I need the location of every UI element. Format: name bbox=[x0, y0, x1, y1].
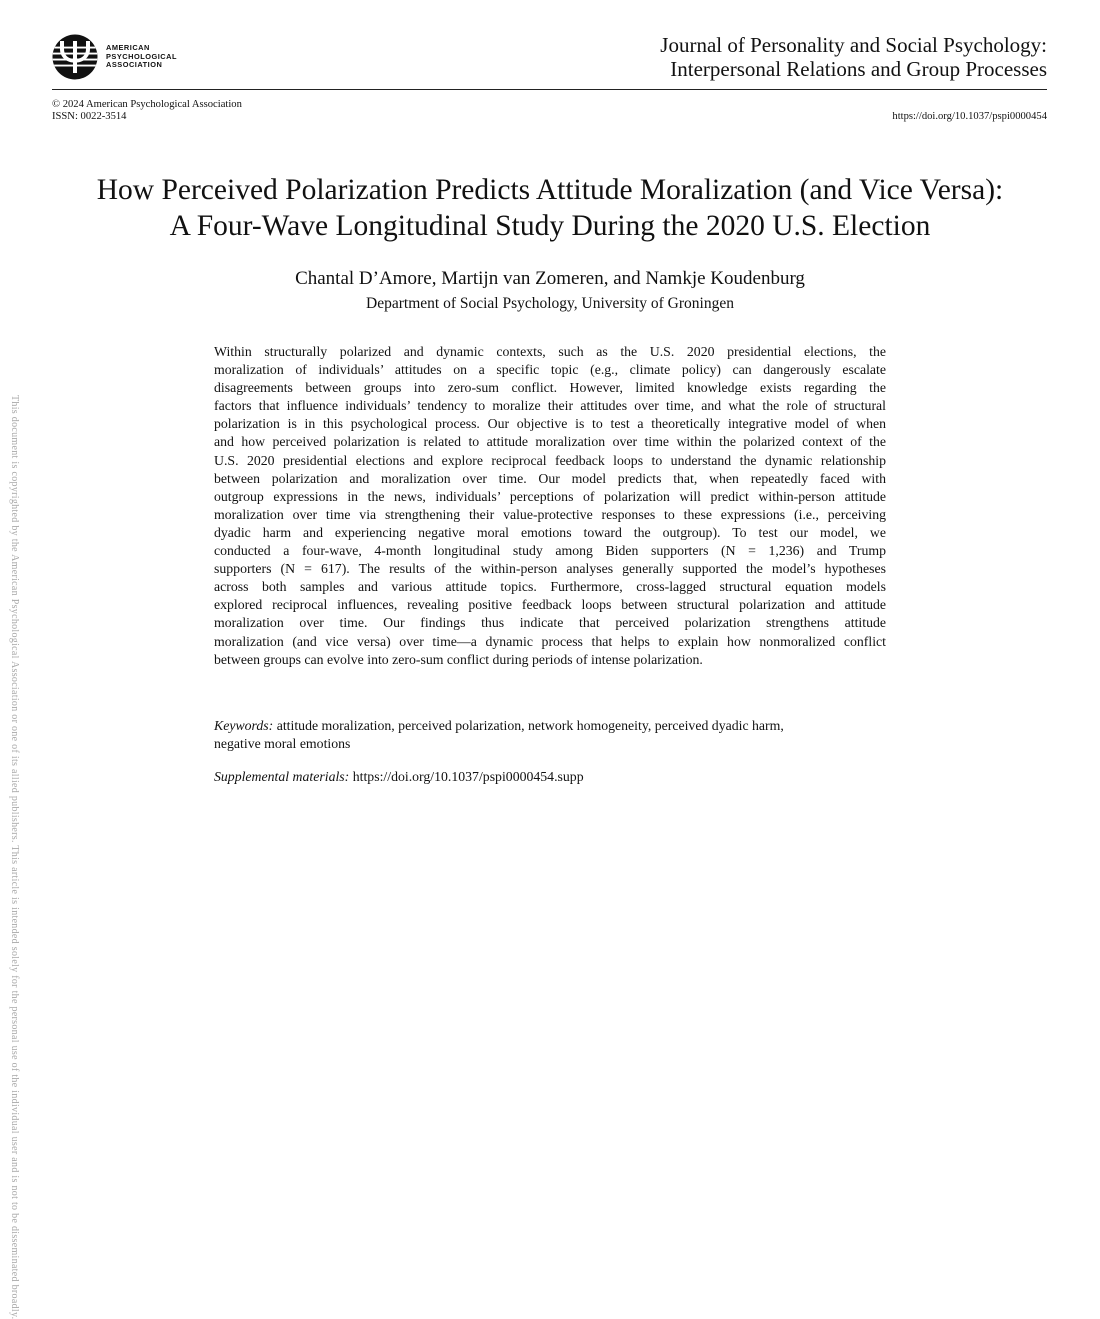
keywords-line bbox=[214, 717, 886, 735]
abstract-line: supporters (N = 617). The results of the within-person analyses generally supported the model’s hypotheses bbox=[214, 561, 886, 577]
article-title-line: How Perceived Polarization Predicts Attitude Moralization (and Vice Versa): bbox=[96, 174, 1004, 206]
abstract-line: disagreements between groups into zero-sum conflict. However, limited knowledge exists regarding the bbox=[214, 380, 886, 396]
author-affiliation: Department of Social Psychology, University of Groningen bbox=[366, 295, 734, 312]
author-list: Chantal D’Amore, Martijn van Zomeren, and Namkje Koudenburg bbox=[295, 268, 805, 289]
keywords-text: attitude moralization, perceived polarization, network homogeneity, perceived dyadic harm, bbox=[273, 718, 784, 733]
copyright-text: © 2024 American Psychological Association bbox=[52, 99, 242, 110]
publisher-name-line: PSYCHOLOGICAL bbox=[106, 51, 177, 61]
copyright-watermark bbox=[9, 395, 20, 1319]
article-title-line: A Four-Wave Longitudinal Study During the 2020 U.S. Election bbox=[169, 210, 931, 242]
abstract-line: Within structurally polarized and dynamic contexts, such as the U.S. 2020 presidential elections, the bbox=[214, 344, 886, 359]
copyright-watermark-text: This document is copyrighted by the American Psychological Association or one of its allied publishers. This article is intended solely for the personal use of the individual user and is not to be disseminated broadly. bbox=[9, 395, 20, 1319]
abstract-line: moralization of individuals’ attitudes on a specific topic (e.g., climate policy) can dangerously escalate bbox=[214, 362, 886, 378]
abstract-line: between polarization and moralization over time. Our model predicts that, when repeatedly faced with bbox=[214, 470, 886, 486]
keywords-label: Keywords: bbox=[214, 718, 274, 733]
copyright-block bbox=[52, 99, 242, 123]
article-doi-link[interactable]: https://doi.org/10.1037/pspi0000454 bbox=[892, 111, 1047, 122]
apa-emblem-icon bbox=[52, 34, 98, 80]
abstract-line: moralization (and vice versa) over time—a dynamic process that helps to explain how nonmoralized conflict bbox=[214, 633, 886, 649]
supplemental-materials bbox=[214, 768, 584, 786]
abstract-line: explored reciprocal influences, revealing positive feedback loops between structural polarization and attitude bbox=[214, 597, 886, 613]
abstract-line: conducted a four-wave, 4-month longitudinal study among Biden supporters (N = 1,236) and Trump bbox=[214, 543, 886, 559]
abstract-line: moralization over time. Our findings thus indicate that perceived polarization strengthens attitude bbox=[214, 615, 886, 631]
keywords bbox=[214, 717, 886, 753]
abstract-line: factors that influence individuals’ tendency to moralize their attitudes over time, and what the role of structural bbox=[214, 398, 886, 414]
supplemental-link[interactable]: https://doi.org/10.1037/pspi0000454.supp bbox=[349, 769, 584, 784]
supplemental-label: Supplemental materials: bbox=[214, 769, 350, 784]
issn-text: ISSN: 0022-3514 bbox=[52, 111, 127, 122]
publisher-name-line: AMERICAN bbox=[106, 43, 150, 53]
abstract-line: outgroup expressions in the news, individuals’ perceptions of polarization will predict within-person attitude bbox=[214, 488, 886, 504]
publisher-logo bbox=[52, 34, 177, 80]
journal-title bbox=[660, 33, 1047, 81]
journal-title-line: Journal of Personality and Social Psychology: bbox=[660, 33, 1047, 57]
abstract-line: polarization is in this psychological process. Our objective is to test a theoretically integrative model of when bbox=[214, 416, 886, 432]
publisher-name bbox=[106, 44, 177, 70]
article-title bbox=[0, 172, 1100, 244]
keywords-line: negative moral emotions bbox=[214, 736, 351, 752]
journal-title-line: Interpersonal Relations and Group Processes bbox=[670, 57, 1047, 81]
abstract-line: across both samples and various attitude topics. Furthermore, cross-lagged structural equation models bbox=[214, 579, 886, 595]
abstract bbox=[214, 343, 886, 669]
publisher-name-line: ASSOCIATION bbox=[106, 60, 163, 70]
header-divider bbox=[52, 89, 1047, 90]
abstract-line: U.S. 2020 presidential elections and explore reciprocal feedback loops to understand the dynamic relationship bbox=[214, 452, 886, 468]
abstract-line: and how perceived polarization is related to attitude moralization over time within the polarized context of the bbox=[214, 434, 886, 450]
abstract-line: between groups can evolve into zero-sum conflict during periods of intense polarization. bbox=[214, 651, 703, 667]
abstract-line: dyadic harm and experiencing negative moral emotions toward the outgroup). To test our model, we bbox=[214, 524, 886, 540]
abstract-line: moralization over time via strengthening their value-protective responses to these expressions (i.e., perceiving bbox=[214, 506, 886, 522]
